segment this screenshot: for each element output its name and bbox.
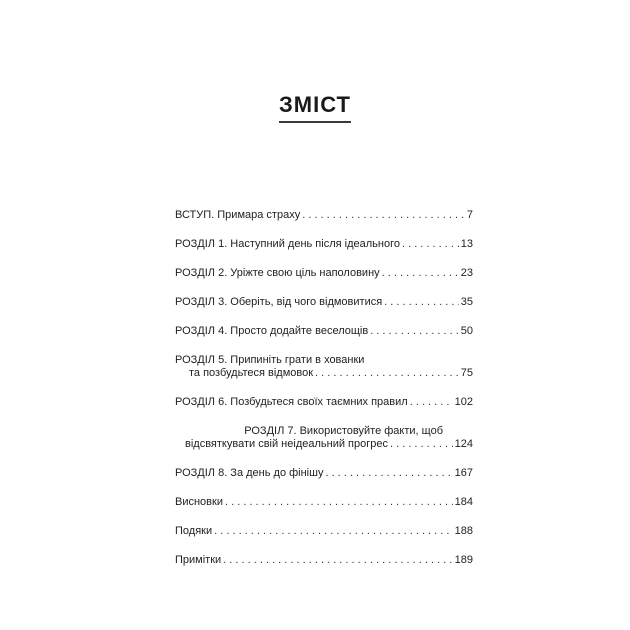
toc-entry-page: 50: [460, 325, 473, 337]
toc-entry-chapter-5: [175, 354, 473, 380]
toc-entry-page: 75: [460, 367, 473, 379]
leader-dots: [223, 554, 452, 567]
leader-dots: [315, 367, 459, 380]
toc-entry-conclusions: [175, 496, 473, 509]
leader-dots: [382, 267, 459, 280]
toc-entry-chapter-4: [175, 325, 473, 338]
page-title: ЗМІСТ: [279, 92, 351, 123]
toc-entry-label: РОЗДІЛ 3. Оберіть, від чого відмовитися: [175, 296, 383, 308]
toc-entry-label: Висновки: [175, 496, 223, 508]
toc-entry-page: 167: [454, 467, 473, 479]
toc-entry-page: 188: [454, 525, 473, 537]
toc-entry-label: РОЗДІЛ 4. Просто додайте веселощів: [175, 325, 369, 337]
toc-entry-label: РОЗДІЛ 2. Уріжте свою ціль наполовину: [175, 267, 380, 279]
toc-entry-chapter-2: [175, 267, 473, 280]
toc-entry-label: РОЗДІЛ 1. Наступний день після ідеального: [175, 238, 400, 250]
leader-dots: [214, 525, 453, 538]
table-of-contents: [175, 209, 473, 583]
toc-entry-page: 189: [454, 554, 473, 566]
toc-entry-chapter-1: [175, 238, 473, 251]
toc-entry-line2: [175, 438, 473, 451]
toc-entry-label: РОЗДІЛ 6. Позбудьтеся своїх таємних правил: [175, 396, 408, 408]
toc-entry-page: 23: [460, 267, 473, 279]
leader-dots: [225, 496, 453, 509]
toc-entry-chapter-7: [175, 425, 473, 451]
leader-dots: [390, 438, 453, 451]
toc-entry-acknowledgements: [175, 525, 473, 538]
toc-entry-page: 124: [454, 438, 473, 450]
toc-entry-label: Примітки: [175, 554, 222, 566]
leader-dots: [410, 396, 453, 409]
toc-entry-intro: [175, 209, 473, 222]
leader-dots: [402, 238, 459, 251]
toc-entry-label: РОЗДІЛ 8. За день до фінішу: [175, 467, 324, 479]
leader-dots: [384, 296, 459, 309]
title-wrap: [0, 92, 630, 123]
toc-entry-page: 35: [460, 296, 473, 308]
toc-entry-label: Подяки: [175, 525, 213, 537]
toc-entry-page: 13: [460, 238, 473, 250]
toc-entry-label-line2: та позбудьтеся відмовок: [189, 367, 314, 379]
leader-dots: [325, 467, 452, 480]
toc-entry-page: 102: [454, 396, 473, 408]
toc-entry-chapter-3: [175, 296, 473, 309]
toc-entry-label-line1: РОЗДІЛ 5. Припиніть грати в хованки: [175, 354, 365, 366]
toc-entry-notes: [175, 554, 473, 567]
toc-entry-chapter-8: [175, 467, 473, 480]
toc-entry-label-line2: відсвяткувати свій неідеальний прогрес: [185, 438, 388, 450]
leader-dots: [302, 209, 465, 222]
leader-dots: [370, 325, 459, 338]
toc-entry-page: 184: [454, 496, 473, 508]
toc-entry-line2: [175, 367, 473, 380]
toc-entry-page: 7: [466, 209, 473, 221]
toc-entry-chapter-6: [175, 396, 473, 409]
toc-entry-label: ВСТУП. Примара страху: [175, 209, 301, 221]
toc-entry-label-line1: РОЗДІЛ 7. Використовуйте факти, щоб: [244, 425, 443, 437]
